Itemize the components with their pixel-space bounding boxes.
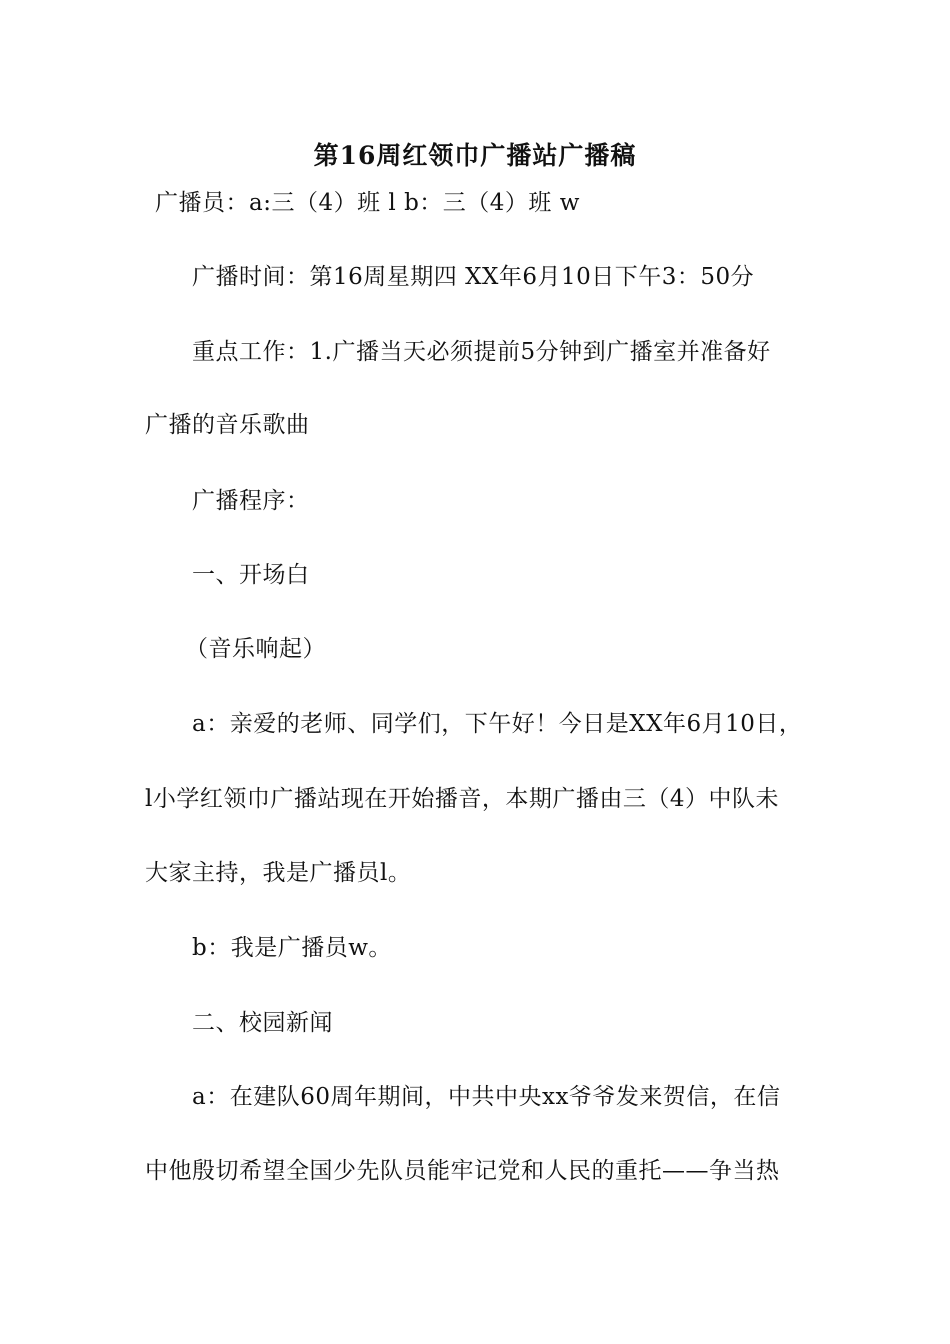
paragraph-line: a：亲爱的老师、同学们，下午好！今日是XX年6月10日， — [192, 711, 803, 737]
paragraph-line: 中他殷切希望全国少先队员能牢记党和人民的重托——争当热 — [145, 1158, 780, 1184]
section-news-heading: 二、校园新闻 — [192, 1010, 333, 1036]
paragraph-line: a：在建队60周年期间，中共中央xx爷爷发来贺信，在信 — [192, 1084, 781, 1110]
key-work-line: 重点工作：1.广播当天必须提前5分钟到广播室并准备好 — [192, 339, 771, 365]
paragraph-line: b：我是广播员w。 — [192, 935, 392, 961]
paragraph-line: l小学红领巾广播站现在开始播音，本期广播由三（4）中队未 — [145, 786, 779, 812]
paragraph-line: 大家主持，我是广播员l。 — [145, 860, 412, 886]
broadcaster-line: 广播员：a:三（4）班 l b：三（4）班 w — [155, 190, 580, 216]
section-opening-heading: 一、开场白 — [192, 562, 310, 588]
music-cue-line: （音乐响起） — [185, 636, 326, 662]
key-work-continued-line: 广播的音乐歌曲 — [145, 412, 310, 438]
document-title: 第16周红领巾广播站广播稿 — [313, 141, 637, 170]
broadcast-time-line: 广播时间：第16周星期四 XX年6月10日下午3：50分 — [192, 264, 755, 290]
broadcast-program-heading: 广播程序： — [192, 488, 310, 514]
